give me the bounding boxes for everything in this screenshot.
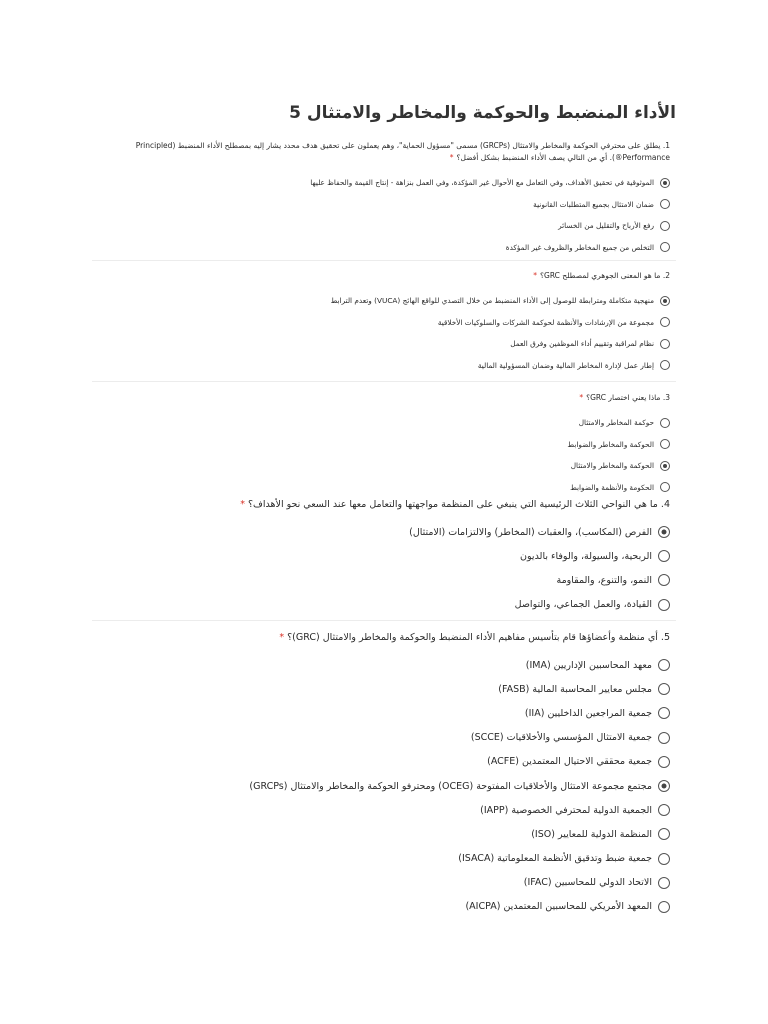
radio-icon[interactable] [658,756,670,768]
radio-icon[interactable] [658,683,670,695]
question-5-option-1[interactable]: معهد المحاسبين الإداريين (IMA) [92,653,670,677]
question-5-option-3[interactable]: جمعية المراجعين الداخليين (IIA) [92,701,670,725]
radio-icon[interactable] [660,221,670,231]
question-3-option-3[interactable]: الحوكمة والمخاطر والامتثال [92,455,670,477]
radio-icon[interactable] [658,659,670,671]
question-5-option-5[interactable]: جمعية محققي الاحتيال المعتمدين (ACFE) [92,750,670,774]
radio-icon[interactable] [658,804,670,816]
question-1-option-4[interactable]: التخلص من جميع المخاطر والظروف غير المؤكدة [92,237,670,259]
radio-icon[interactable] [660,439,670,449]
question-2-option-4[interactable]: إطار عمل لإدارة المخاطر المالية وضمان المسؤولية المالية [92,355,670,377]
question-5-prompt: 5. أي منظمة وأعضاؤها قام بتأسيس مفاهيم الأداء المنضبط والحوكمة والمخاطر والامتثال (GRC)؟* [279,632,670,643]
radio-icon[interactable] [660,199,670,209]
divider [92,381,676,382]
question-5-option-11[interactable]: المعهد الأمريكي للمحاسبين المعتمدين (AICPA) [92,895,670,919]
question-5-option-9[interactable]: جمعية ضبط وتدقيق الأنظمة المعلوماتية (ISACA) [92,847,670,871]
radio-selected-icon[interactable] [660,461,670,471]
question-5-option-8[interactable]: المنظمة الدولية للمعايير (ISO) [92,822,670,846]
radio-icon[interactable] [658,732,670,744]
divider [92,620,676,621]
radio-icon[interactable] [658,550,670,562]
radio-selected-icon[interactable] [658,780,670,792]
question-2-option-1[interactable]: منهجية متكاملة ومترابطة للوصول إلى الأداء المنضبط من خلال التصدي للواقع الهائج (VUCA) وتعدم الترابط [92,290,670,312]
radio-icon[interactable] [660,482,670,492]
question-4-option-4[interactable]: القيادة، والعمل الجماعي، والتواصل [92,593,670,617]
radio-icon[interactable] [660,418,670,428]
question-1 [92,140,670,258]
radio-icon[interactable] [658,853,670,865]
question-1-prompt: 1. يطلق على محترفي الحوكمة والمخاطر والامتثال (GRCPs) مسمى "مسؤول الحماية"، وهم يعملون على تحقيق هدف محدد يشار إليه بمصطلح الأداء المنضبط (Principled Performance®). أي من التالي يصف الأداء المنضبط بشكل أفضل؟* [135,141,670,162]
question-2-option-2[interactable]: مجموعة من الإرشادات والأنظمة لحوكمة الشركات والسلوكيات الأخلاقية [92,312,670,334]
question-2-option-3[interactable]: نظام لمراقبة وتقييم أداء الموظفين وفرق العمل [92,333,670,355]
question-5 [92,631,670,919]
radio-icon[interactable] [660,242,670,252]
quiz-sheet [92,96,676,916]
question-3 [92,392,670,498]
radio-selected-icon[interactable] [658,526,670,538]
required-marker: * [533,271,538,280]
page-title: الأداء المنضبط والحوكمة والمخاطر والامتثال 5 [289,103,676,123]
required-marker: * [449,153,454,162]
radio-icon[interactable] [658,707,670,719]
radio-selected-icon[interactable] [660,296,670,306]
required-marker: * [579,393,584,402]
radio-icon[interactable] [658,828,670,840]
radio-selected-icon[interactable] [660,178,670,188]
question-1-option-2[interactable]: ضمان الامتثال بجميع المتطلبات القانونية [92,194,670,216]
radio-icon[interactable] [660,317,670,327]
radio-icon[interactable] [660,360,670,370]
question-4-option-3[interactable]: النمو، والتنوع، والمقاومة [92,568,670,592]
question-4-option-1[interactable]: الفرص (المكاسب)، والعقبات (المخاطر) والالتزامات (الامتثال) [92,520,670,544]
required-marker: * [240,499,245,510]
question-5-option-10[interactable]: الاتحاد الدولي للمحاسبين (IFAC) [92,871,670,895]
question-4-prompt: 4. ما هي النواحي الثلاث الرئيسية التي ينبغي على المنظمة مواجهتها والتعامل معها عند السعي نحو الأهداف؟* [240,499,670,510]
radio-icon[interactable] [658,599,670,611]
radio-icon[interactable] [660,339,670,349]
question-4-option-2[interactable]: الربحية، والسيولة، والوفاء بالديون [92,544,670,568]
question-3-option-2[interactable]: الحوكمة والمخاطر والضوابط [92,434,670,456]
divider [92,260,676,261]
required-marker: * [279,632,285,643]
question-1-option-1[interactable]: الموثوقية في تحقيق الأهداف، وفي التعامل مع الأحوال غير المؤكدة، وفي العمل بنزاهة - إنتاج القيمة والحفاظ عليها [92,172,670,194]
question-2 [92,270,670,376]
question-1-option-3[interactable]: رفع الأرباح والتقليل من الخسائر [92,215,670,237]
radio-icon[interactable] [658,574,670,586]
question-3-option-1[interactable]: حوكمة المخاطر والامتثال [92,412,670,434]
question-3-prompt: 3. ماذا يعني اختصار GRC؟* [579,393,670,402]
question-3-option-4[interactable]: الحكومة والأنظمة والضوابط [92,477,670,499]
question-5-option-7[interactable]: الجمعية الدولية لمحترفي الخصوصية (IAPP) [92,798,670,822]
question-4 [92,498,670,617]
question-5-option-4[interactable]: جمعية الامتثال المؤسسي والأخلاقيات (SCCE) [92,726,670,750]
question-5-option-6[interactable]: مجتمع مجموعة الامتثال والأخلاقيات المفتوحة (OCEG) ومحترفو الحوكمة والمخاطر والامتثال (GRCPs) [92,774,670,798]
question-5-option-2[interactable]: مجلس معايير المحاسبة المالية (FASB) [92,677,670,701]
radio-icon[interactable] [658,901,670,913]
question-2-prompt: 2. ما هو المعنى الجوهري لمصطلح GRC؟* [533,271,670,280]
radio-icon[interactable] [658,877,670,889]
